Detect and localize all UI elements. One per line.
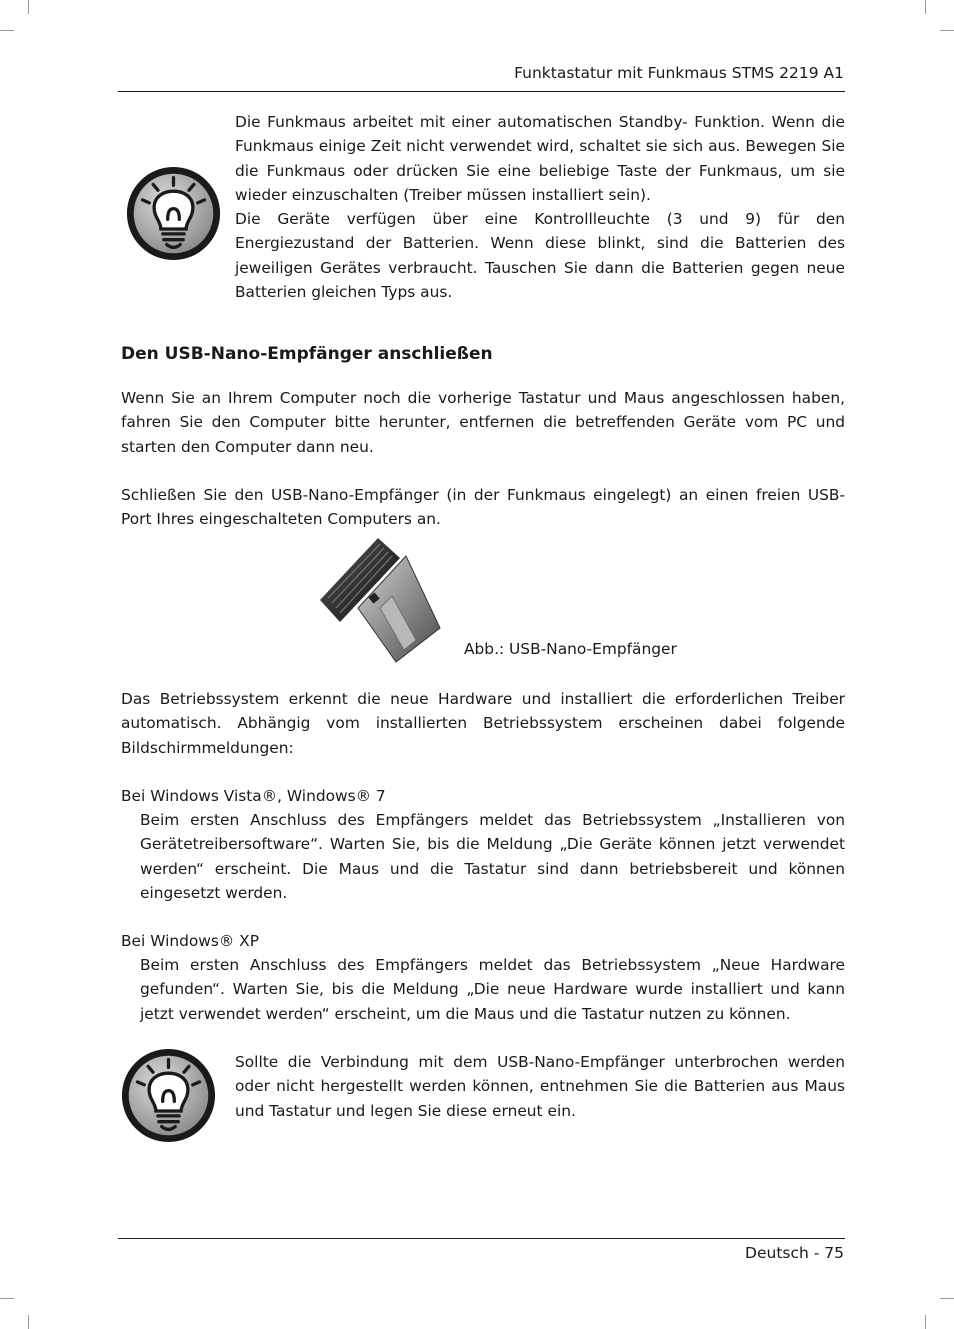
crop-mark — [940, 30, 954, 31]
driver-install-paragraph: Das Betriebssystem erkennt die neue Hardware und installiert die erforderlichen Treiber automatisch. Abhängig vom installierten Betriebssystem erscheinen dabei folgende Bildschirmmeldungen: — [121, 690, 845, 757]
reconnect-note-paragraph: Sollte die Verbindung mit dem USB-Nano-Empfänger unterbrochen werden oder nicht hergestellt werden können, entnehmen Sie die Batterien aus Maus und Tastatur und legen Sie diese erneut ein. — [235, 1053, 845, 1120]
vista-label: Bei Windows Vista®, Windows® 7 — [121, 787, 386, 805]
crop-mark — [0, 30, 14, 31]
crop-mark — [28, 1315, 29, 1329]
xp-paragraph: Beim ersten Anschluss des Empfängers meldet das Betriebssystem „Neue Hardware gefunden“. Warten Sie, bis die Meldung „Die neue Hardware wurde installiert und kann jetzt verwendet werden“ erscheint, um die Maus und die Tastatur nutzen zu können. — [140, 956, 845, 1023]
standby-paragraph: Die Funkmaus arbeitet mit einer automatischen Standby- Funktion. Wenn die Funkmaus einige Zeit nicht verwendet wird, schaltet sie sich aus. Bewegen Sie die Funkmaus oder drücken Sie eine beliebige Taste der Funkmaus, um sie wieder einzuschalten (Treiber müssen installiert sein). — [235, 113, 845, 204]
crop-mark — [0, 1298, 14, 1299]
section-heading: Den USB-Nano-Empfänger anschließen — [121, 344, 493, 364]
lightbulb-icon — [120, 1047, 217, 1144]
header-rule — [118, 91, 845, 92]
connect-paragraph: Schließen Sie den USB-Nano-Empfänger (in der Funkmaus eingelegt) an einen freien USB-Port Ihres eingeschalteten Computers an. — [121, 486, 845, 529]
crop-mark — [28, 0, 29, 14]
crop-mark — [925, 0, 926, 14]
xp-label: Bei Windows® XP — [121, 932, 260, 950]
crop-mark — [925, 1315, 926, 1329]
lightbulb-icon — [125, 165, 222, 262]
crop-mark — [940, 1298, 954, 1299]
footer-rule — [118, 1238, 845, 1239]
battery-indicator-paragraph: Die Geräte verfügen über eine Kontrollleuchte (3 und 9) für den Energiezustand der Batterien. Wenn diese blinkt, sind die Batterien des jeweiligen Gerätes verbraucht. Tauschen Sie dann die Batterien gegen neue Batterien gleichen Typs aus. — [235, 210, 845, 302]
page-number: Deutsch - 75 — [745, 1244, 844, 1262]
running-header: Funktastatur mit Funkmaus STMS 2219 A1 — [514, 64, 844, 82]
shutdown-paragraph: Wenn Sie an Ihrem Computer noch die vorherige Tastatur und Maus angeschlossen haben, fahren Sie den Computer bitte herunter, entfernen die betreffenden Geräte vom PC und starten den Computer dann neu. — [121, 389, 845, 456]
figure-caption: Abb.: USB-Nano-Empfänger — [464, 640, 677, 658]
vista-paragraph: Beim ersten Anschluss des Empfängers meldet das Betriebssystem „Installieren von Gerätetreibersoftware“. Warten Sie, bis die Meldung „Die Geräte können jetzt verwendet werden“ erscheint. Die Maus und die Tastatur sind dann betriebsbereit und können eingesetzt werden. — [140, 811, 845, 902]
usb-nano-receiver-image — [318, 536, 442, 664]
